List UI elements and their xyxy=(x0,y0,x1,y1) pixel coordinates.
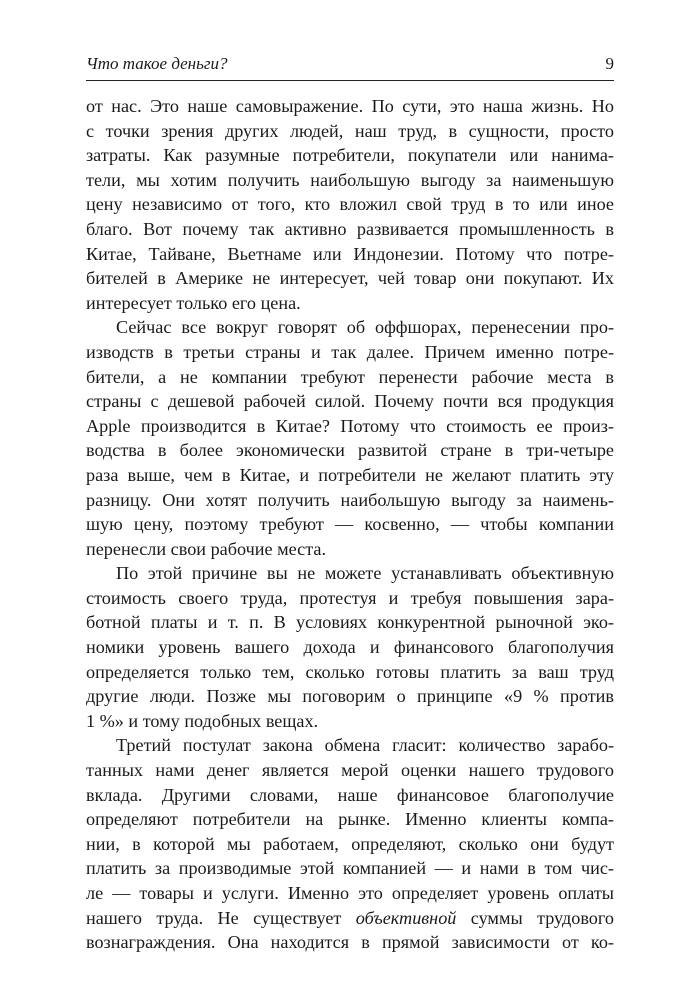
text-span: суммы трудового xyxy=(456,907,614,928)
text-line: номики уровень вашего дохода и финансового благополучия xyxy=(86,637,614,658)
running-title: Что такое деньги? xyxy=(86,54,228,73)
text-span: нашего труда. Не существует xyxy=(86,907,356,928)
text-line-paragraph-start: Третий постулат закона обмена гласит: количество зарабо- xyxy=(116,735,614,756)
text-line: перенесли свои рабочие места. xyxy=(86,538,327,559)
text-line: цену независимо от того, кто вложил свой труд в то или иное xyxy=(86,194,614,215)
text-line: страны с дешевой рабочей силой. Почему почти вся продукция xyxy=(86,391,614,412)
book-page xyxy=(86,48,614,953)
text-line: затраты. Как разумные потребители, покупатели или нанима- xyxy=(86,145,614,166)
text-line: интересует только его цена. xyxy=(86,292,301,313)
text-line: тели, мы хотим получить наибольшую выгоду за наименьшую xyxy=(86,169,614,190)
text-line: от нас. Это наше самовыражение. По сути, это наша жизнь. Но xyxy=(86,96,614,116)
header-rule xyxy=(86,80,614,81)
text-line: определяют потребители на рынке. Именно клиенты компа- xyxy=(86,809,614,830)
page-header xyxy=(86,48,614,78)
text-line: стоимость своего труда, протестуя и требуя повышения зара- xyxy=(86,587,614,608)
text-line: бителей в Америке не интересует, чей товар они покупают. Их xyxy=(86,268,614,289)
text-line: ботной платы и т. п. В условиях конкурентной рыночной эко- xyxy=(86,612,614,633)
text-line: бители, а не компании требуют перенести рабочие места в xyxy=(86,366,614,387)
emphasized-word: объективной xyxy=(355,907,457,928)
page-number: 9 xyxy=(605,54,614,73)
text-line-paragraph-start: По этой причине вы не можете устанавливать объективную xyxy=(116,563,614,584)
text-line: вознаграждения. Она находится в прямой зависимости от ко- xyxy=(86,932,614,953)
text-line: благо. Вот почему так активно развивается промышленность в xyxy=(86,218,614,239)
text-line: разницу. Они хотят получить наибольшую выгоду за наимень- xyxy=(86,489,614,510)
text-line: 1 %» и тому подобных вещах. xyxy=(86,710,319,731)
text-line: танных нами денег является мерой оценки нашего трудового xyxy=(86,760,614,781)
text-line: вклада. Другими словами, наше финансовое благополучие xyxy=(86,784,614,805)
text-line: Apple производится в Китае? Потому что стоимость ее произ- xyxy=(86,415,614,436)
text-line: нии, в которой мы работаем, определяют, сколько они будут xyxy=(86,833,614,854)
text-line: ле — товары и услуги. Именно это определяет уровень оплаты xyxy=(86,883,614,903)
text-line-with-emphasis xyxy=(86,906,614,931)
text-line: Китае, Тайване, Вьетнаме или Индонезии. Потому что потре- xyxy=(86,243,614,264)
text-line: другие люди. Позже мы поговорим о принципе «9 % против xyxy=(86,686,614,707)
text-line: шую цену, поэтому требуют — косвенно, — чтобы компании xyxy=(86,514,614,535)
text-line: изводств в третьи страны и так далее. Причем именно потре- xyxy=(86,341,614,362)
text-line: водства в более экономически развитой стране в три-четыре xyxy=(86,440,614,461)
text-line: определяется только тем, сколько готовы платить за ваш труд xyxy=(86,661,614,682)
text-line: с точки зрения других людей, наш труд, в сущности, просто xyxy=(86,120,614,141)
text-line-paragraph-start: Сейчас все вокруг говорят об оффшорах, перенесении про- xyxy=(116,317,614,338)
text-line: платить за производимые этой компанией — и нами в том чис- xyxy=(86,858,614,879)
body-text xyxy=(86,94,614,955)
text-line: раза выше, чем в Китае, и потребители не желают платить эту xyxy=(86,464,614,485)
